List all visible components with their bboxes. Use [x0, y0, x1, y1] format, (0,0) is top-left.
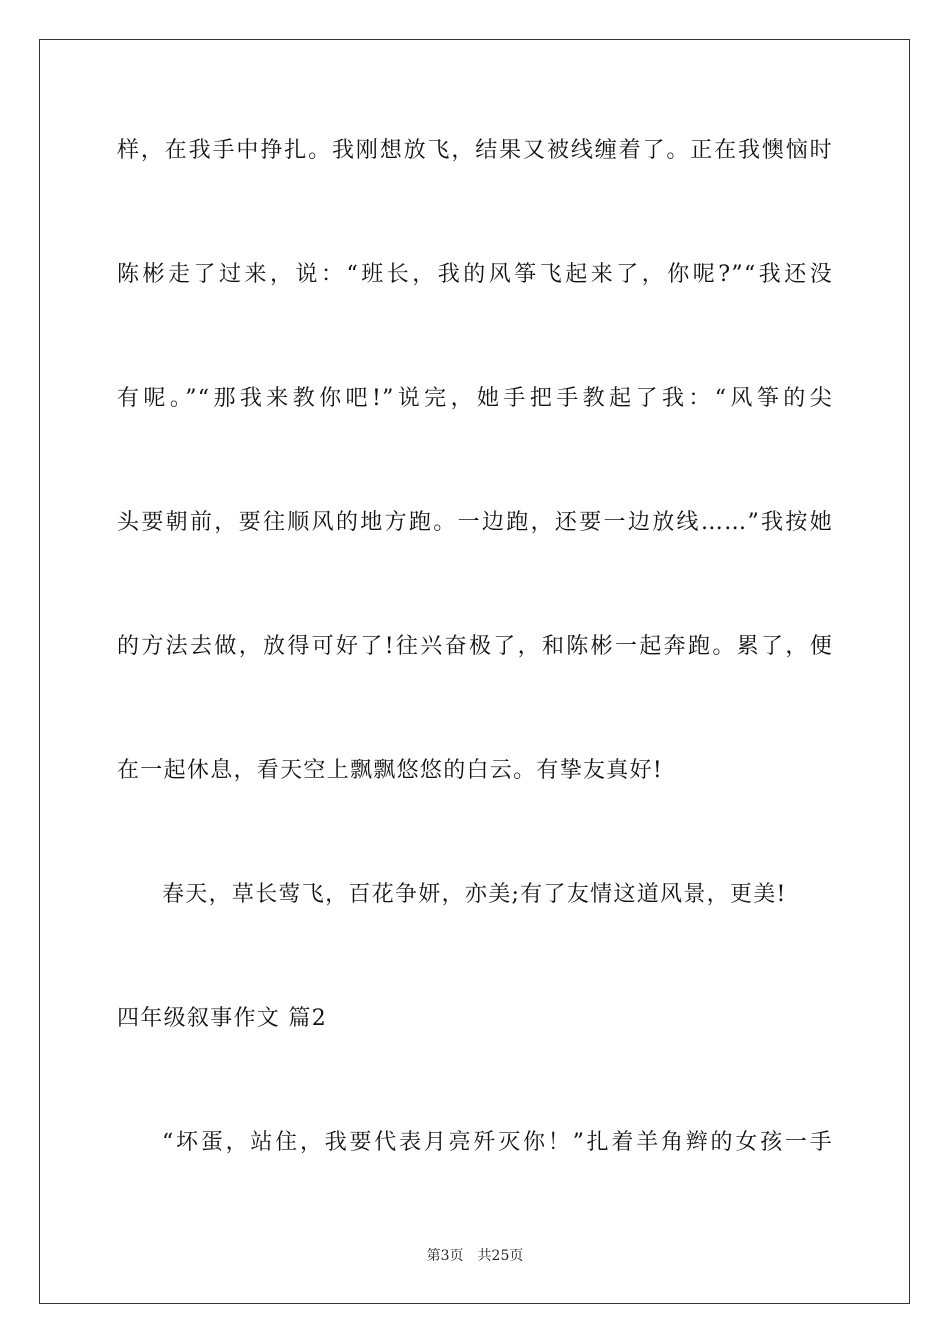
paragraph-line-6: 在一起休息，看天空上飘飘悠悠的白云。有挚友真好!	[117, 758, 664, 783]
page-border	[39, 39, 910, 1304]
page-footer	[0, 1247, 950, 1265]
current-page-label: 第3页	[426, 1248, 464, 1264]
paragraph-line-1: 样，在我手中挣扎。我刚想放飞，结果又被线缠着了。正在我懊恼时	[117, 138, 833, 163]
paragraph-line-2: 陈彬走了过来，说：“班长，我的风筝飞起来了，你呢?”“我还没	[117, 262, 833, 287]
paragraph-line-4: 头要朝前，要往顺风的地方跑。一边跑，还要一边放线……”我按她	[117, 510, 833, 535]
paragraph-line-9: “坏蛋，站住，我要代表月亮歼灭你！”扎着羊角辫的女孩一手	[162, 1130, 833, 1155]
total-pages-label: 共25页	[477, 1248, 524, 1264]
section-heading: 四年级叙事作文 篇2	[117, 1006, 327, 1031]
paragraph-line-5: 的方法去做，放得可好了!往兴奋极了，和陈彬一起奔跑。累了，便	[117, 634, 833, 659]
paragraph-line-7: 春天，草长莺飞，百花争妍，亦美;有了友情这道风景，更美!	[162, 882, 787, 907]
paragraph-line-3: 有呢。”“那我来教你吧!”说完，她手把手教起了我：“风筝的尖	[117, 386, 833, 411]
